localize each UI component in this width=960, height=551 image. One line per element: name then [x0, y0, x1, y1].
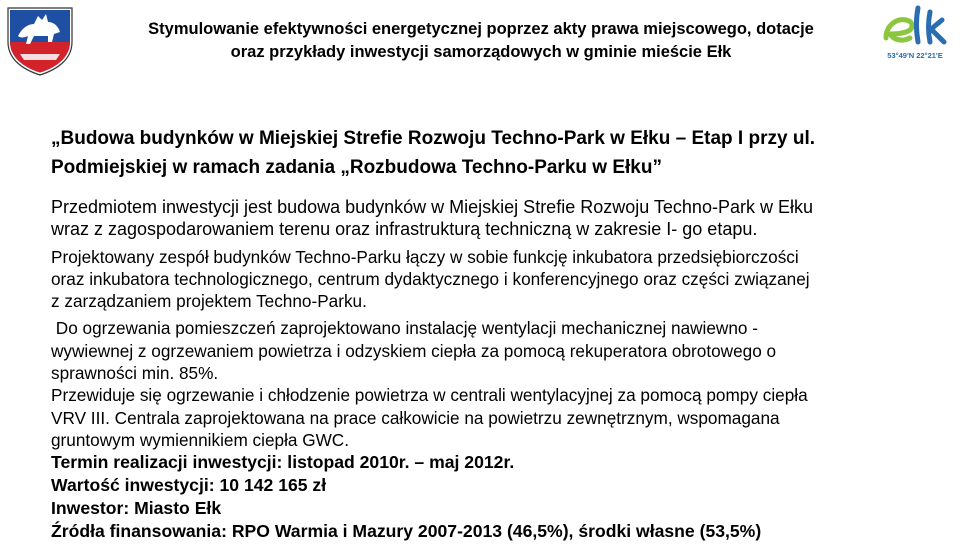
paragraph-buildings-line-3: z zarządzaniem projektem Techno-Parku.	[51, 291, 367, 312]
project-title	[51, 124, 923, 182]
paragraph-cooling-line-3: gruntowym wymiennikiem ciepła GWC.	[51, 429, 349, 450]
header-title-line-2: oraz przykłady inwestycji samorządowych w gminie mieście Ełk	[230, 43, 732, 61]
main-content	[51, 124, 923, 542]
coat-of-arms-logo	[0, 2, 80, 76]
elk-logo-coordinates: 53°49'N 22°21'E	[887, 51, 943, 60]
paragraph-heating-line-2: wywiewnej z ogrzewaniem powietrza i odzyskiem ciepła za pomocą rekuperatora obrotowego o	[51, 340, 777, 361]
paragraph-subject-line-2: wraz z zagospodarowaniem terenu oraz infrastrukturą techniczną w zakresie I- go etapu.	[51, 219, 758, 240]
paragraph-cooling-line-2: VRV III. Centrala zaprojektowana na prace całkowicie na powietrzu zewnętrznym, wspomagana	[51, 407, 780, 428]
project-title-line-2: Podmiejskiej w ramach zadania „Rozbudowa Techno-Parku w Ełku”	[51, 157, 662, 178]
paragraph-subject-line-1: Przedmiotem inwestycji jest budowa budynków w Miejskiej Strefie Rozwoju Techno-Park w Ełku	[51, 197, 813, 217]
fact-funding: Źródła finansowania: RPO Warmia i Mazury 2007-2013 (46,5%), środki własne (53,5%)	[51, 520, 762, 541]
paragraph-heating-line-3: sprawności min. 85%.	[51, 363, 219, 384]
header-title	[96, 18, 866, 64]
fact-investor: Inwestor: Miasto Ełk	[51, 497, 222, 518]
project-title-line-1: „Budowa budynków w Miejskiej Strefie Rozwoju Techno-Park w Ełku – Etap I przy ul.	[51, 128, 815, 149]
paragraph-heating	[51, 317, 923, 384]
paragraph-heating-line-1: Do ogrzewania pomieszczeń zaprojektowano instalację wentylacji mechanicznej nawiewno -	[51, 318, 758, 339]
header	[0, 0, 960, 70]
paragraph-cooling-line-1: Przewiduje się ogrzewanie i chłodzenie powietrza w centrali wentylacyjnej za pomocą pompy ciepła	[51, 385, 808, 406]
header-title-line-1: Stymulowanie efektywności energetycznej poprzez akty prawa miejscowego, dotacje	[148, 20, 814, 38]
paragraph-buildings-line-2: oraz inkubatora technologicznego, centrum dydaktycznego i konferencyjnego oraz części związanej	[51, 268, 810, 289]
paragraph-cooling	[51, 384, 923, 451]
paragraph-buildings-line-1: Projektowany zespół budynków Techno-Parku łączy w sobie funkcję inkubatora przedsiębiorczości	[51, 246, 799, 267]
fact-value: Wartość inwestycji: 10 142 165 zł	[51, 475, 327, 496]
paragraph-buildings	[51, 246, 923, 313]
paragraph-subject	[51, 196, 923, 241]
fact-term: Termin realizacji inwestycji: listopad 2010r. – maj 2012r.	[51, 452, 515, 473]
elk-city-logo	[876, 4, 954, 64]
